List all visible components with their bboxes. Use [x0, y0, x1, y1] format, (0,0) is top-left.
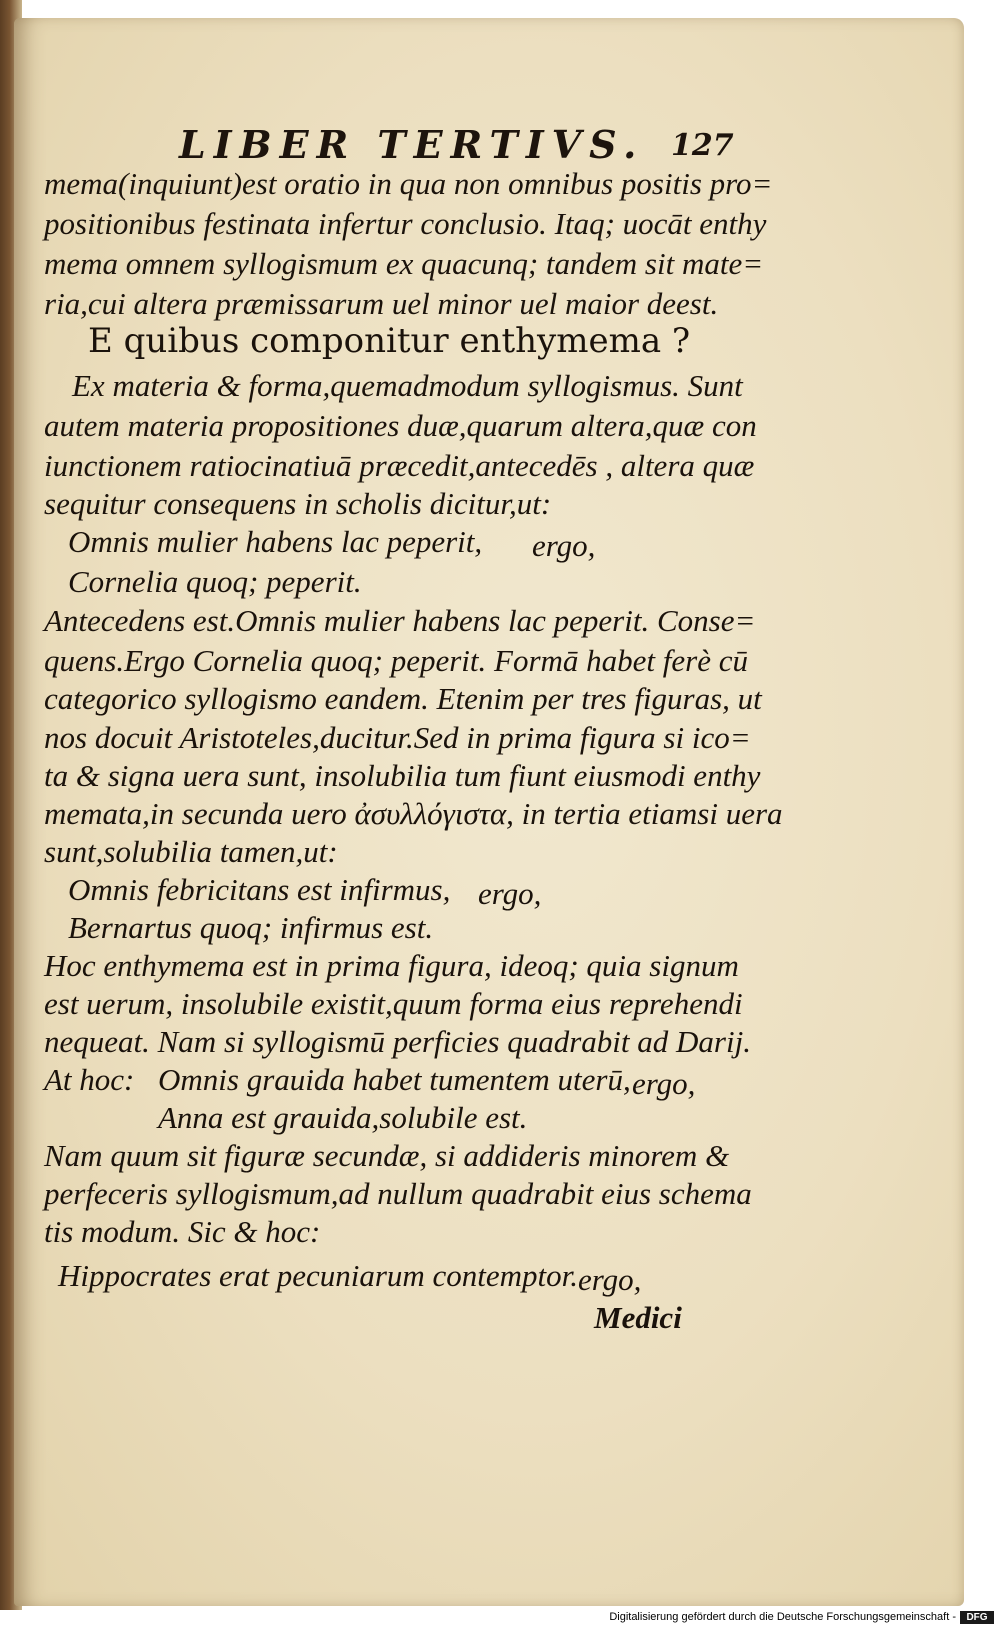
text-line: perfeceris syllogismum,ad nullum quadrabit eius schema [44, 1176, 752, 1211]
book-page [14, 18, 964, 1606]
text-line: nequeat. Nam si syllogismū perficies quadrabit ad Darij. [44, 1024, 751, 1059]
text-line: quens.Ergo Cornelia quoq; peperit. Formā habet ferè cū [44, 643, 748, 678]
syllogism-premise: Hippocrates erat pecuniarum contemptor. [58, 1258, 579, 1293]
text-line: mema(inquiunt)est oratio in qua non omnibus positis pro= [44, 166, 773, 201]
running-head: LIBER TERTIVS. [179, 122, 645, 167]
page-body [14, 18, 964, 1606]
text-line: iunctionem ratiocinatiuā præcedit,antecedēs , altera quæ [44, 448, 755, 483]
text-line: memata,in secunda uero ἀσυλλόγιστα, in tertia etiamsi uera [44, 796, 783, 831]
text-line: sunt,solubilia tamen,ut: [44, 834, 338, 869]
text-line: Nam quum sit figuræ secundæ, si addideris minorem & [44, 1138, 730, 1173]
text-line: nos docuit Aristoteles,ducitur.Sed in prima figura si ico= [44, 720, 751, 755]
dfg-logo: DFG [960, 1611, 994, 1624]
ergo-marker: ergo, [578, 1262, 642, 1297]
text-line: ta & signa uera sunt, insolubilia tum fiunt eiusmodi enthy [44, 758, 761, 793]
text-line: Hoc enthymema est in prima figura, ideoq; quia signum [44, 948, 739, 983]
text-line: tis modum. Sic & hoc: [44, 1214, 321, 1249]
ergo-marker: ergo, [632, 1066, 696, 1101]
text-line: ria,cui altera præmissarum uel minor uel maior deest. [44, 286, 719, 321]
question-heading: E quibus componitur enthymema ? [88, 321, 691, 361]
text-line: mema omnem syllogismum ex quacunq; tandem sit mate= [44, 246, 764, 281]
syllogism-premise: Omnis febricitans est infirmus, [68, 872, 451, 907]
syllogism-premise: Omnis mulier habens lac peperit, [68, 524, 483, 559]
syllogism-conclusion: Bernartus quoq; infirmus est. [68, 910, 434, 945]
syllogism-conclusion: Cornelia quoq; peperit. [68, 564, 362, 599]
text-line: est uerum, insolubile existit,quum forma eius reprehendi [44, 986, 743, 1021]
catchword: Medici [594, 1300, 682, 1335]
text-line: Antecedens est.Omnis mulier habens lac peperit. Conse= [44, 603, 756, 638]
text-line: Ex materia & forma,quemadmodum syllogismus. Sunt [72, 368, 743, 403]
text-line: At hoc: [44, 1062, 135, 1097]
text-line: sequitur consequens in scholis dicitur,ut: [44, 486, 552, 521]
funding-credit: Digitalisierung gefördert durch die Deutsche Forschungsgemeinschaft - [609, 1611, 956, 1623]
text-line: positionibus festinata infertur conclusio. Itaq; uocāt enthy [44, 206, 767, 241]
syllogism-conclusion: Anna est grauida,solubile est. [158, 1100, 528, 1135]
text-line: autem materia propositiones duæ,quarum altera,quæ con [44, 408, 757, 443]
ergo-marker: ergo, [478, 876, 542, 911]
text-line: categorico syllogismo eandem. Etenim per tres figuras, ut [44, 681, 762, 716]
page-number: 127 [671, 128, 734, 163]
syllogism-premise: Omnis grauida habet tumentem uterū, [158, 1062, 631, 1097]
ergo-marker: ergo, [532, 528, 596, 563]
